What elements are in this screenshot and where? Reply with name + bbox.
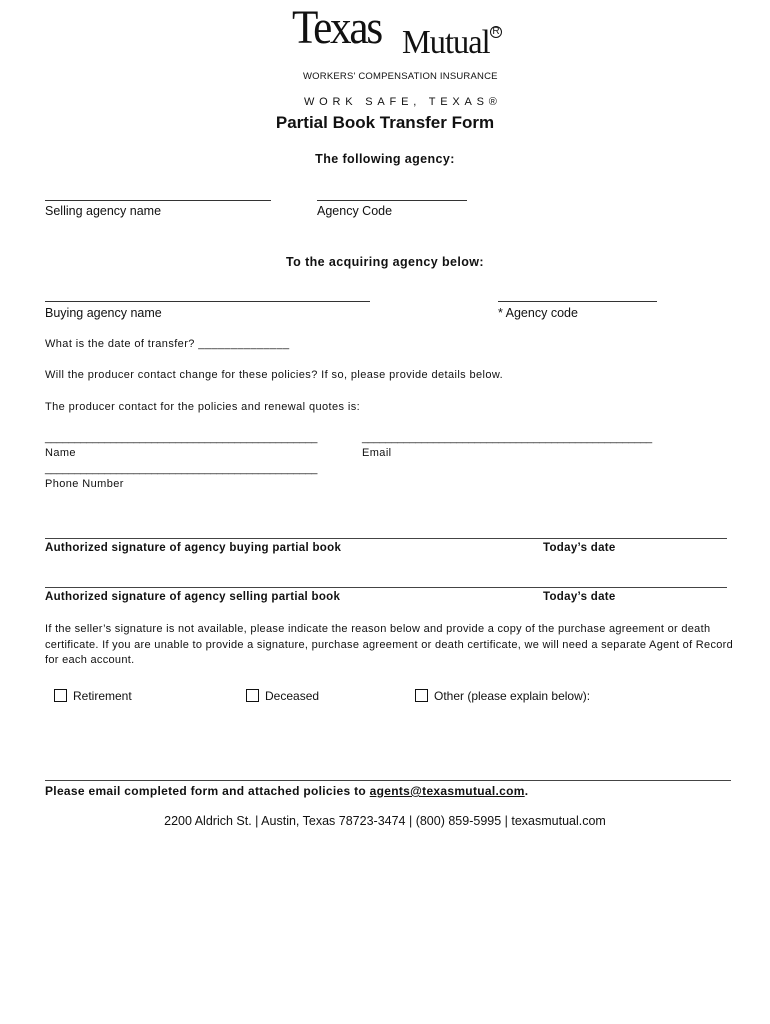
deceased-label: Deceased (265, 689, 320, 703)
selling-date-label: Today’s date (543, 591, 616, 603)
buying-signature-label: Authorized signature of agency buying partial book (45, 542, 342, 554)
agents-email-link[interactable]: agents@texasmutual.com (369, 784, 525, 798)
buying-agency-name-label: Buying agency name (45, 306, 162, 320)
registered-mark-icon: R (490, 26, 502, 38)
retirement-label: Retirement (73, 689, 132, 703)
buying-date-label: Today’s date (543, 542, 616, 554)
email-divider-line (45, 780, 731, 781)
email-instruction-period: . (524, 784, 529, 798)
email-instruction-text: Please email completed form and attached policies to (45, 784, 370, 798)
retirement-checkbox[interactable] (54, 689, 67, 702)
seller-signature-note: If the seller’s signature is not available, please indicate the reason below and provide a copy of the purchase agreement or death certificate. If you are unable to provide a signature, purchase agreement or death certificate, we will need a separate Agent of Record for each account. (45, 623, 734, 666)
following-agency-heading: The following agency: (315, 152, 455, 166)
other-checkbox[interactable] (415, 689, 428, 702)
contact-email-label: Email (362, 447, 392, 459)
producer-change-question: Will the producer contact change for these policies? If so, please provide details below. (45, 369, 504, 381)
producer-contact-question: The producer contact for the policies and renewal quotes is: (45, 401, 361, 413)
retirement-option[interactable] (54, 689, 132, 703)
page-title: Partial Book Transfer Form (275, 113, 495, 132)
buying-signature-line[interactable] (45, 538, 727, 539)
logo-tagline: WORK SAFE, TEXAS® (304, 96, 502, 108)
contact-phone-label: Phone Number (45, 478, 124, 490)
email-instruction (45, 784, 528, 798)
logo-texas-text: Texas (292, 1, 381, 54)
deceased-option[interactable] (246, 689, 319, 703)
logo-mutual-text: Mutual (402, 24, 490, 61)
deceased-checkbox[interactable] (246, 689, 259, 702)
selling-signature-line[interactable] (45, 587, 727, 588)
contact-email-blank[interactable]: _________________________________________________ (362, 432, 652, 444)
texas-mutual-logo (292, 1, 490, 61)
selling-signature-label: Authorized signature of agency selling partial book (45, 591, 341, 603)
other-option[interactable] (415, 689, 590, 703)
buying-agency-name-line[interactable] (45, 301, 370, 302)
other-label: Other (please explain below): (434, 689, 591, 703)
selling-agency-name-line[interactable] (45, 200, 271, 201)
contact-name-label: Name (45, 447, 76, 459)
acquiring-agency-heading: To the acquiring agency below: (286, 255, 484, 269)
date-of-transfer-question[interactable]: What is the date of transfer? ______________ (45, 338, 290, 350)
selling-agency-code-label: Agency Code (317, 204, 393, 218)
selling-agency-code-line[interactable] (317, 200, 467, 201)
buying-agency-code-label: * Agency code (498, 306, 578, 320)
logo-subtitle: WORKERS' COMPENSATION INSURANCE (303, 71, 498, 82)
contact-phone-blank[interactable]: ______________________________________________ (45, 463, 318, 475)
footer-address: 2200 Aldrich St. | Austin, Texas 78723-3474 | (800) 859-5995 | texasmutual.com (164, 814, 606, 828)
buying-agency-code-line[interactable] (498, 301, 657, 302)
contact-name-blank[interactable]: ______________________________________________ (45, 432, 318, 444)
selling-agency-name-label: Selling agency name (45, 204, 162, 218)
